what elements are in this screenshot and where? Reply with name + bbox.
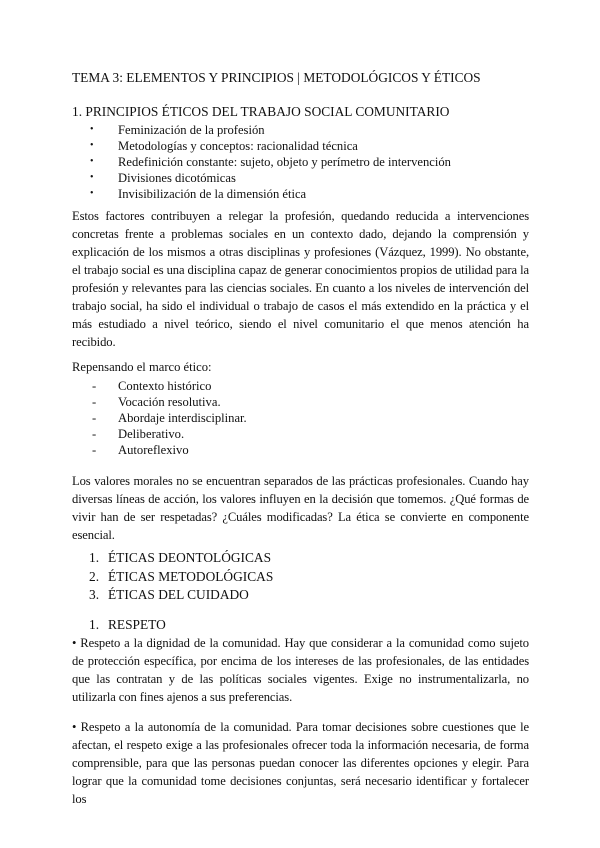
list-label: ÉTICAS DEL CUIDADO — [108, 587, 249, 602]
list-item: - Deliberativo. — [72, 426, 529, 442]
factors-list — [72, 122, 529, 202]
list-label: ÉTICAS METODOLÓGICAS — [108, 568, 274, 584]
ethics-list — [72, 549, 529, 605]
rethink-label: Repensando el marco ético: — [72, 360, 212, 374]
list-item: • Feminización de la profesión — [72, 122, 529, 138]
list-item — [72, 616, 529, 635]
list-item: • Redefinición constante: sujeto, objeto y perímetro de intervención — [72, 154, 529, 170]
list-label: RESPETO — [108, 616, 166, 632]
paragraph-dignity: • Respeto a la dignidad de la comunidad. Hay que considerar a la comunidad como sujeto de protección específica, por encima de los intereses de las profesionales, de las entidades que las contratan y de las políticas sociales vigentes. Exige no instrumentalizarla, no utilizarla con fines ajenos a sus preferencias. — [72, 636, 529, 704]
respeto-heading — [72, 616, 529, 635]
list-item: - Abordaje interdisciplinar. — [72, 410, 529, 426]
list-item — [72, 568, 529, 587]
list-item: • Invisibilización de la dimensión ética — [72, 186, 529, 202]
list-number: 3. — [89, 587, 100, 602]
list-label: ÉTICAS DEONTOLÓGICAS — [108, 550, 272, 565]
paragraph-values: Los valores morales no se encuentran separados de las prácticas profesionales. Cuando hay diversas líneas de acción, los valores influyen en la decisión que tomemos. ¿Qué formas de vivir han de ser respetadas? ¿Cuáles modificadas? La ética se convierte en componente esencial. — [72, 474, 529, 542]
list-item: • Metodologías y conceptos: racionalidad técnica — [72, 138, 529, 154]
list-item: • Divisiones dicotómicas — [72, 170, 529, 186]
list-item: - Contexto histórico — [72, 378, 529, 394]
list-item — [72, 586, 529, 605]
list-number: 1. — [89, 550, 100, 565]
paragraph-factors: Estos factores contribuyen a relegar la profesión, quedando reducida a intervenciones concretas frente a problemas sociales en un contexto dado, dejando la comprensión y explicación de los mismos a otras disciplinas y profesiones (Vázquez, 1999). No obstante, el trabajo social es una disciplina capaz de generar conocimientos propios de utilidad para la profesión y relevantes para las ciencias sociales. En cuanto a los niveles de intervención del trabajo social, ha sido el individual o trabajo de casos el más extendido en la práctica y el más estudiado a nivel teórico, siendo el nivel comunitario el que menos atención ha recibido. — [72, 209, 529, 349]
paragraph-autonomy: • Respeto a la autonomía de la comunidad. Para tomar decisiones sobre cuestiones que le afectan, el respeto exige a las profesionales ofrecer toda la información necesaria, de forma comprensible, para que las personas puedan conocer las diferentes opciones y elegir. Para lograr que la comunidad tome decisiones conjuntas, será necesario identificar y fortalecer los — [72, 720, 529, 806]
list-number: 2. — [89, 568, 100, 584]
document-title: TEMA 3: ELEMENTOS Y PRINCIPIOS | METODOLÓGICOS Y ÉTICOS — [72, 70, 481, 85]
section-heading: 1. PRINCIPIOS ÉTICOS DEL TRABAJO SOCIAL COMUNITARIO — [72, 104, 450, 119]
list-item: - Autoreflexivo — [72, 442, 529, 458]
list-item — [72, 549, 529, 568]
rethink-list — [72, 378, 529, 458]
document-page — [72, 69, 529, 808]
list-number: 1. — [89, 616, 100, 632]
list-item: - Vocación resolutiva. — [72, 394, 529, 410]
